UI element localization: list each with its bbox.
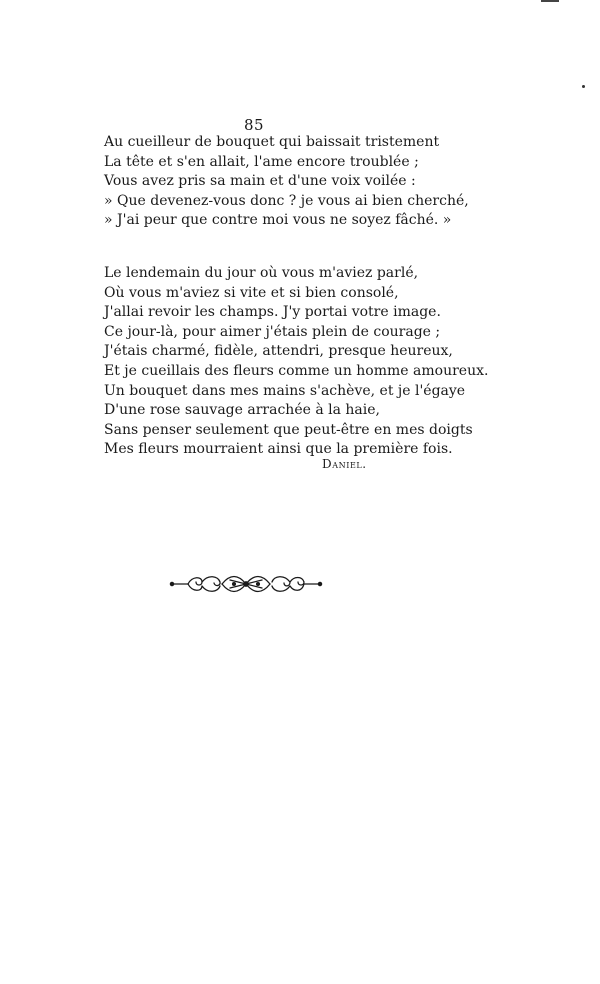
scan-edge-mark: [541, 0, 559, 2]
author-signature: Daniel.: [322, 457, 367, 471]
decorative-scroll-ornament-icon: [168, 570, 324, 598]
poem-line: J'allai revoir les champs. J'y portai votre image.: [104, 304, 441, 321]
poem-line: » J'ai peur que contre moi vous ne soyez fâché. »: [104, 212, 452, 229]
poem-line: J'étais charmé, fidèle, attendri, presque heureux,: [104, 343, 453, 360]
scan-speck: [582, 85, 585, 88]
poem-line: Un bouquet dans mes mains s'achève, et je l'égaye: [104, 382, 466, 399]
poem-line: Vous avez pris sa main et d'une voix voilée :: [104, 173, 416, 190]
poem-stanza-1: [104, 133, 469, 231]
poem-line: » Que devenez-vous donc ? je vous ai bien cherché,: [104, 192, 469, 209]
poem-stanza-2: [104, 264, 488, 460]
page-number: 85: [244, 116, 265, 134]
poem-line: Où vous m'aviez si vite et si bien consolé,: [104, 284, 399, 301]
poem-line: Au cueilleur de bouquet qui baissait tristement: [104, 134, 440, 150]
poem-line: La tête et s'en allait, l'ame encore troublée ;: [104, 153, 419, 170]
poem-line: Le lendemain du jour où vous m'aviez parlé,: [104, 265, 419, 281]
poem-line: Ce jour-là, pour aimer j'étais plein de courage ;: [104, 323, 441, 340]
poem-line: Et je cueillais des fleurs comme un homme amoureux.: [104, 362, 489, 379]
poem-line: D'une rose sauvage arrachée à la haie,: [104, 402, 380, 419]
poem-line: Sans penser seulement que peut-être en mes doigts: [104, 421, 473, 438]
poem-line: Mes fleurs mourraient ainsi que la première fois.: [104, 441, 453, 458]
